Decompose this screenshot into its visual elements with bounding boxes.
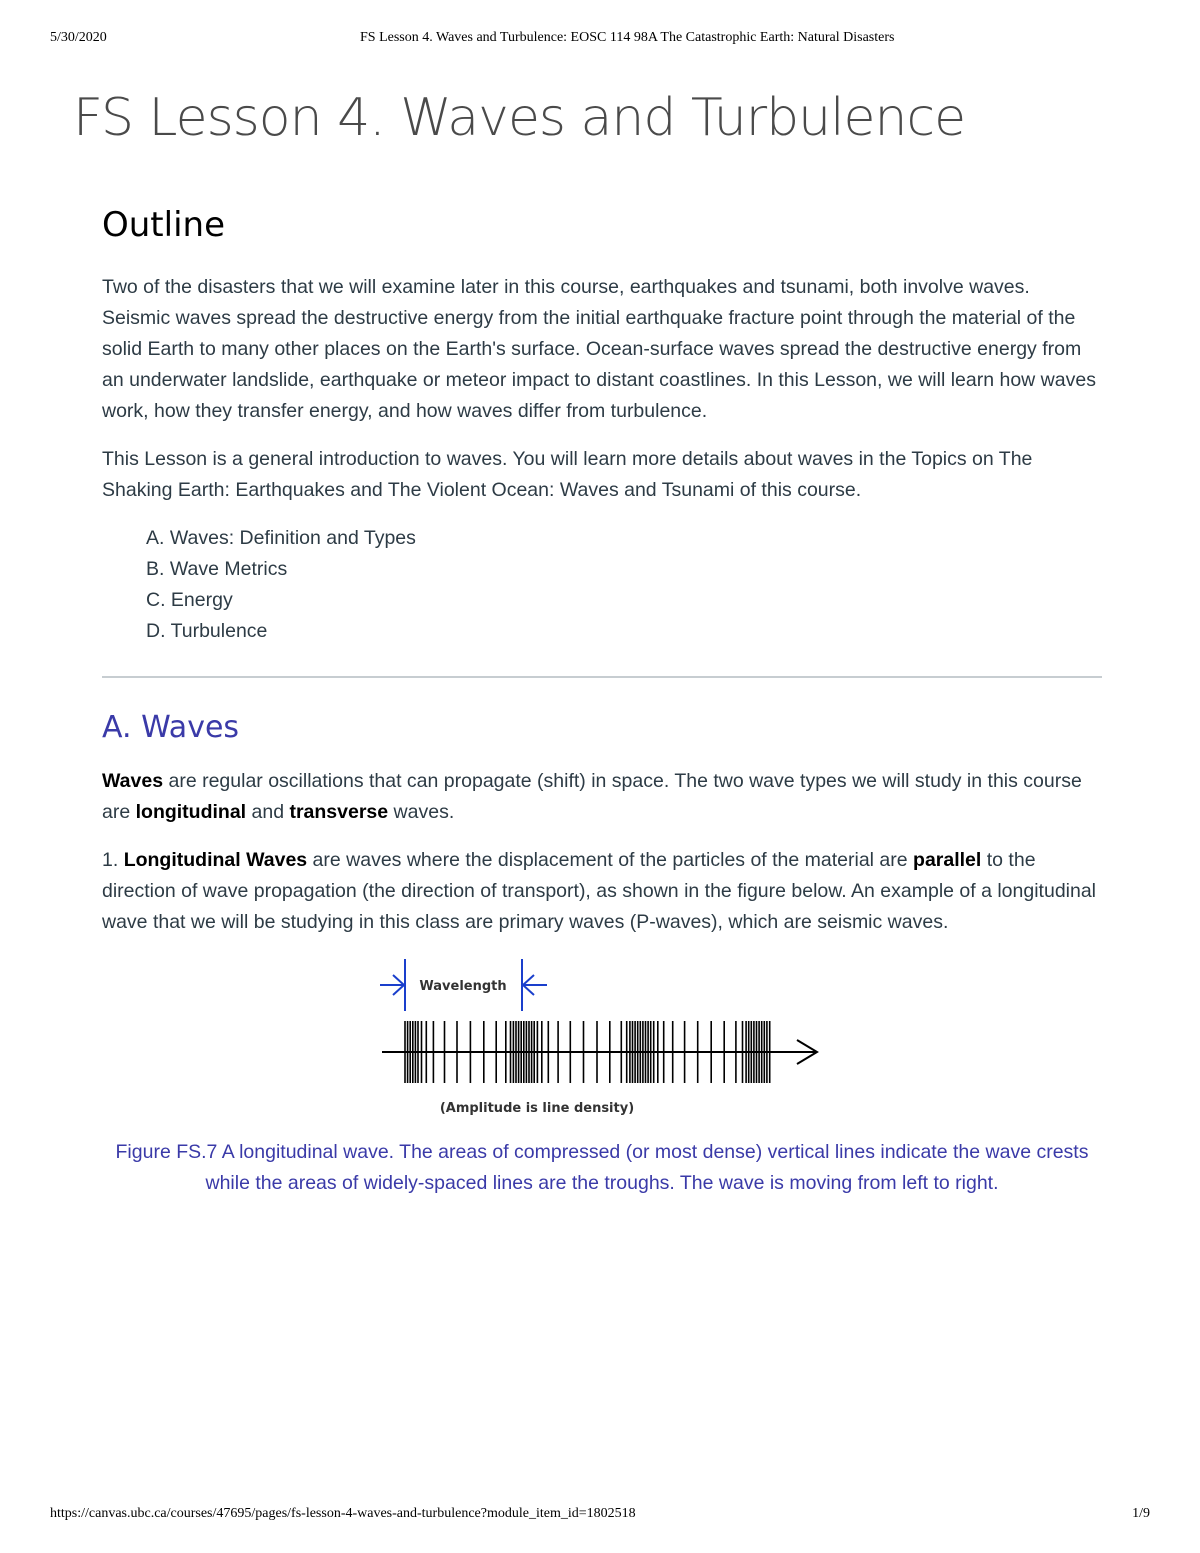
term-longitudinal: longitudinal xyxy=(135,801,247,823)
term-transverse: transverse xyxy=(289,801,389,823)
waves-intro-paragraph xyxy=(102,766,1102,828)
longitudinal-wave-figure xyxy=(102,955,1102,1135)
longitudinal-text-1: are waves where the displacement of the particles of the material are xyxy=(307,849,914,871)
longitudinal-text-2: to the direction of wave propagation (the direction of transport), as shown in the figure below. An example of a longitudinal wave that we will be studying in this class are primary waves (P-waves), which are seismic waves. xyxy=(102,849,1097,933)
outline-heading: Outline xyxy=(102,205,226,245)
outline-list xyxy=(102,523,1102,647)
term-longitudinal-waves: Longitudinal Waves xyxy=(123,849,308,871)
print-url: https://canvas.ubc.ca/courses/47695/pages/fs-lesson-4-waves-and-turbulence?module_item_id=1802518 xyxy=(50,1506,636,1521)
term-waves: Waves xyxy=(102,770,164,792)
term-parallel: parallel xyxy=(913,849,982,871)
print-page-title: FS Lesson 4. Waves and Turbulence: EOSC 114 98A The Catastrophic Earth: Natural Disasters xyxy=(360,30,895,45)
outline-item-a: A. Waves: Definition and Types xyxy=(146,527,416,549)
longitudinal-number: 1. xyxy=(102,849,124,871)
longitudinal-wave-diagram xyxy=(377,955,827,1125)
print-footer xyxy=(50,1506,1150,1526)
amplitude-label: (Amplitude is line density) xyxy=(439,1101,635,1116)
waves-intro-text-3: waves. xyxy=(388,801,455,823)
figure-caption: Figure FS.7 A longitudinal wave. The areas of compressed (or most dense) vertical lines indicate the wave crests while the areas of widely-spaced lines are the troughs. The wave is moving from left to right. xyxy=(115,1141,1089,1194)
lesson-content xyxy=(102,200,1102,1199)
section-divider xyxy=(102,676,1102,678)
outline-paragraph-1: Two of the disasters that we will examine later in this course, earthquakes and tsunami, both involve waves. Seismic waves spread the destructive energy from the initial earthquake fracture point through the material of the solid Earth to many other places on the Earth's surface. Ocean-surface waves spread the destructive energy from an underwater landslide, earthquake or meteor impact to distant coastlines. In this Lesson, we will learn how waves work, how they transfer energy, and how waves differ from turbulence. xyxy=(102,276,1096,422)
wavelength-label: Wavelength xyxy=(419,979,507,994)
outline-item-d: D. Turbulence xyxy=(146,620,268,642)
print-page-number: 1/9 xyxy=(1132,1506,1150,1521)
waves-intro-text-1: are regular oscillations that can propagate (shift) in space. The two wave types we will study in this course are xyxy=(102,770,1082,823)
page-title: FS Lesson 4. Waves and Turbulence xyxy=(73,88,966,148)
outline-item-c: C. Energy xyxy=(146,589,233,611)
section-a-heading: A. Waves xyxy=(102,710,240,745)
outline-paragraph-2: This Lesson is a general introduction to waves. You will learn more details about waves in the Topics on The Shaking Earth: Earthquakes and The Violent Ocean: Waves and Tsunami of this course. xyxy=(102,448,1033,501)
waves-intro-text-2: and xyxy=(246,801,290,823)
outline-item-b: B. Wave Metrics xyxy=(146,558,288,580)
longitudinal-paragraph xyxy=(102,845,1102,938)
print-header xyxy=(50,30,1150,50)
print-date: 5/30/2020 xyxy=(50,30,107,45)
